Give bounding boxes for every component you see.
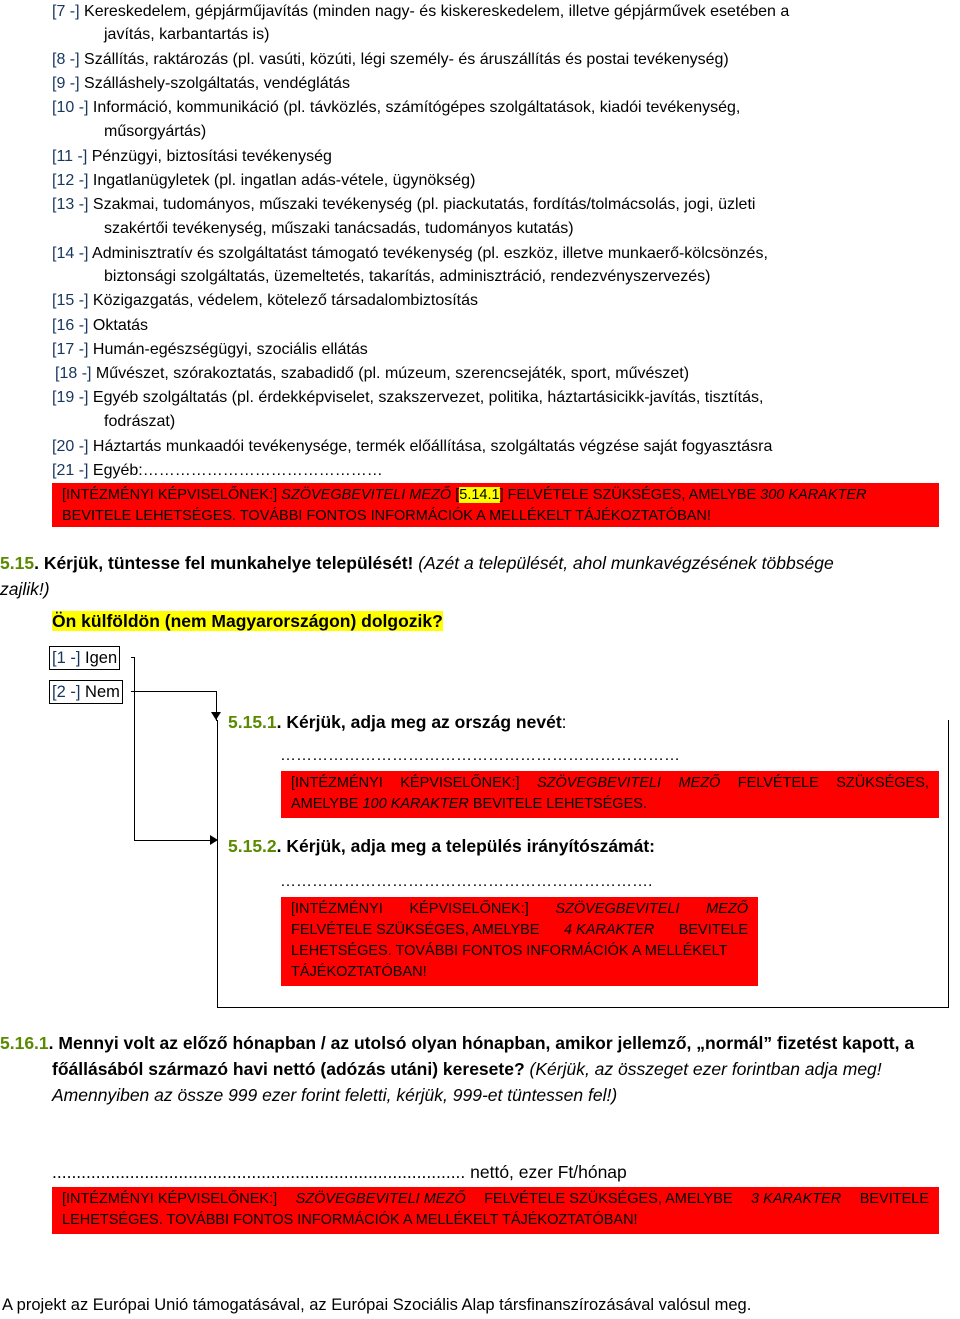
option-13[interactable] bbox=[52, 194, 755, 216]
option-code: [16 -] bbox=[52, 317, 89, 334]
instruction-text: [INTÉZMÉNYI KÉPVISELŐNEK:] bbox=[62, 487, 278, 503]
option-text: Szakmai, tudományos, műszaki tevékenység (pl. piackutatás, fordítás/tolmácsolás, jogi, üzleti bbox=[92, 196, 756, 213]
instruction-line bbox=[291, 773, 929, 794]
instruction-word: [INTÉZMÉNYI bbox=[291, 901, 383, 917]
instruction-word: SZÖVEGBEVITELI bbox=[555, 901, 680, 917]
option-14[interactable] bbox=[52, 243, 768, 265]
option-code: [11 -] bbox=[52, 148, 88, 165]
connector-segment bbox=[134, 840, 214, 841]
instruction-word: MEZŐ bbox=[706, 901, 748, 917]
question-ref: 5.14.1 bbox=[459, 487, 500, 503]
option-code: [19 -] bbox=[52, 389, 89, 406]
question-title: Kérjük, tüntesse fel munkahelye települését! bbox=[43, 553, 414, 573]
instruction-char-limit: 100 KARAKTER bbox=[362, 796, 469, 812]
question-colon: : bbox=[561, 712, 567, 732]
question-title-cont: főállásából származó havi nettó (adózás utáni) keresete? bbox=[52, 1059, 525, 1079]
instruction-text: BEVITELE bbox=[678, 922, 748, 938]
option-igen[interactable] bbox=[49, 646, 120, 670]
sub-question-text: Ön külföldön (nem Magyarországon) dolgozik? bbox=[52, 611, 443, 631]
option-text: Ingatlanügyletek (pl. ingatlan adás-vétele, ügynökség) bbox=[92, 172, 476, 189]
question-hint: (Azét a települését, ahol munkavégzésének többsége bbox=[418, 553, 834, 573]
option-code: [18 -] bbox=[55, 365, 92, 382]
question-number-dot: . bbox=[276, 712, 282, 732]
option-8[interactable] bbox=[52, 49, 729, 71]
answer-line[interactable]: ………………………………………………………………… bbox=[280, 747, 680, 764]
option-code: [21 -] bbox=[52, 462, 89, 479]
question-number: 5.15.1 bbox=[228, 712, 277, 732]
option-7[interactable] bbox=[52, 1, 918, 23]
connector-segment bbox=[131, 691, 217, 692]
option-10[interactable] bbox=[52, 97, 740, 119]
option-text: Pénzügyi, biztosítási tevékenység bbox=[91, 148, 332, 165]
question-5-16-1 bbox=[0, 1030, 960, 1108]
option-label: Igen bbox=[85, 649, 118, 667]
instruction-field-type: SZÖVEGBEVITELI MEZŐ bbox=[295, 1191, 466, 1207]
answer-line[interactable]: ……………………………………………………………. bbox=[280, 873, 653, 890]
instruction-line: LEHETSÉGES. TOVÁBBI FONTOS INFORMÁCIÓK A MELLÉKELT TÁJÉKOZTATÓBAN! bbox=[62, 1212, 638, 1228]
answer-line-salary[interactable]: ..................................................................................... nettó, ezer Ft/hónap bbox=[52, 1162, 627, 1182]
option-code: [12 -] bbox=[52, 172, 89, 189]
instruction-line: TÁJÉKOZTATÓBAN! bbox=[291, 964, 427, 980]
question-5-15 bbox=[0, 550, 960, 602]
option-text: Kereskedelem, gépjárműjavítás (minden nagy- és kiskereskedelem, illetve gépjárművek esetében a bbox=[84, 3, 790, 20]
instruction-text: BEVITELE bbox=[859, 1191, 929, 1207]
option-code: [17 -] bbox=[52, 341, 89, 358]
option-text: Művészet, szórakoztatás, szabadidő (pl. múzeum, szerencsejáték, sport, művészet) bbox=[95, 365, 690, 382]
footer-text: A projekt az Európai Unió támogatásával, az Európai Szociális Alap társfinanszírozásával valósul meg. bbox=[2, 1296, 752, 1314]
question-number-dot: . bbox=[48, 1033, 54, 1053]
option-code: [15 -] bbox=[52, 292, 89, 309]
option-code: [10 -] bbox=[52, 99, 89, 116]
option-nem[interactable] bbox=[49, 680, 123, 704]
question-number-dot: . bbox=[34, 553, 39, 573]
instruction-line bbox=[291, 794, 929, 815]
instruction-text: BEVITELE LEHETSÉGES. bbox=[472, 796, 647, 812]
instruction-word: [INTÉZMÉNYI bbox=[291, 775, 383, 791]
connector-segment bbox=[134, 657, 135, 840]
option-text: Egyéb:……………………………………… bbox=[92, 462, 383, 479]
sub-question bbox=[52, 608, 443, 634]
option-21[interactable] bbox=[52, 460, 383, 482]
instruction-word: MEZŐ bbox=[678, 775, 721, 791]
instruction-word: KÉPVISELŐNEK:] bbox=[409, 901, 529, 917]
option-11[interactable] bbox=[52, 146, 332, 168]
option-13-cont: szakértői tevékenység, műszaki tanácsadás, tudományos kutatás) bbox=[104, 220, 574, 237]
option-19[interactable] bbox=[52, 387, 763, 409]
instruction-text: AMELYBE bbox=[291, 796, 359, 812]
option-text: Humán-egészségügyi, szociális ellátás bbox=[92, 341, 368, 358]
instruction-word: SZÜKSÉGES, bbox=[836, 775, 929, 791]
option-16[interactable] bbox=[52, 315, 148, 337]
option-code: [13 -] bbox=[52, 196, 89, 213]
instruction-line bbox=[62, 485, 929, 506]
option-code: [9 -] bbox=[52, 75, 80, 92]
question-number-dot: . bbox=[276, 836, 282, 856]
instruction-line bbox=[62, 1189, 929, 1210]
option-text: Szálláshely-szolgáltatás, vendéglátás bbox=[84, 75, 350, 92]
option-17[interactable] bbox=[52, 339, 368, 361]
question-number: 5.16.1 bbox=[0, 1033, 49, 1053]
option-18[interactable] bbox=[55, 363, 689, 385]
option-code: [8 -] bbox=[52, 51, 80, 68]
question-hint-cont: Amennyiben az össze 999 ezer forint feletti, kérjük, 999-et tüntessen fel!) bbox=[52, 1085, 618, 1105]
option-10-cont: műsorgyártás) bbox=[104, 123, 207, 140]
question-title: Kérjük, adja meg a település irányítószámát: bbox=[286, 836, 656, 856]
instruction-char-limit: 3 KARAKTER bbox=[750, 1191, 842, 1207]
instruction-line: BEVITELE LEHETSÉGES. TOVÁBBI FONTOS INFORMÁCIÓK A MELLÉKELT TÁJÉKOZTATÓBAN! bbox=[62, 508, 711, 524]
option-text: Háztartás munkaadói tevékenysége, termék előállítása, szolgáltatás végzése saját fogyasztásra bbox=[92, 438, 773, 455]
option-9[interactable] bbox=[52, 73, 350, 95]
option-text: Szállítás, raktározás (pl. vasúti, közúti, légi személy- és áruszállítás és postai tevékenység) bbox=[84, 51, 729, 68]
bracket-open: [ bbox=[455, 487, 460, 503]
instruction-text: FELVÉTELE SZÜKSÉGES, AMELYBE bbox=[507, 487, 757, 503]
option-text: Adminisztratív és szolgáltatást támogató tevékenység (pl. eszköz, illetve munkaerő-kölcsönzés, bbox=[92, 245, 768, 262]
option-label: Nem bbox=[85, 683, 120, 701]
instruction-text: FELVÉTELE SZÜKSÉGES, AMELYBE bbox=[291, 922, 540, 938]
instruction-word: FELVÉTELE bbox=[737, 775, 819, 791]
instruction-box-5-15-1 bbox=[281, 771, 939, 818]
instruction-word: SZÖVEGBEVITELI bbox=[536, 775, 662, 791]
option-text: Oktatás bbox=[92, 317, 149, 334]
option-code: [1 -] bbox=[52, 649, 81, 667]
instruction-char-limit: 300 KARAKTER bbox=[760, 487, 867, 503]
arrow-head-icon bbox=[211, 712, 221, 720]
instruction-field-type: SZÖVEGBEVITELI MEZŐ bbox=[281, 487, 452, 503]
option-7-cont: javítás, karbantartás is) bbox=[104, 26, 270, 43]
instruction-line bbox=[291, 920, 748, 941]
instruction-char-limit: 4 KARAKTER bbox=[563, 922, 655, 938]
option-19-cont: fodrászat) bbox=[104, 413, 176, 430]
instruction-box-5-14-1 bbox=[52, 483, 939, 527]
question-hint-cont: zajlik!) bbox=[0, 579, 50, 599]
option-text: Információ, kommunikáció (pl. távközlés, számítógépes szolgáltatások, kiadói tevékenység, bbox=[92, 99, 741, 116]
instruction-text: FELVÉTELE SZÜKSÉGES, AMELYBE bbox=[484, 1191, 733, 1207]
question-5-15-1 bbox=[228, 709, 567, 735]
option-code: [2 -] bbox=[52, 683, 81, 701]
question-5-15-2 bbox=[228, 833, 655, 859]
option-code: [14 -] bbox=[52, 245, 89, 262]
instruction-text: [INTÉZMÉNYI KÉPVISELŐNEK:] bbox=[62, 1191, 278, 1207]
instruction-line bbox=[291, 899, 748, 920]
option-15[interactable] bbox=[52, 290, 478, 312]
instruction-box-5-15-2 bbox=[281, 897, 758, 986]
option-code: [7 -] bbox=[52, 3, 80, 20]
option-14-cont: biztonsági szolgáltatás, üzemeltetés, takarítás, adminisztráció, rendezvényszervezés) bbox=[104, 268, 711, 285]
bracket-close: ] bbox=[499, 487, 504, 503]
option-20[interactable] bbox=[52, 436, 772, 458]
option-text: Közigazgatás, védelem, kötelező társadalombiztosítás bbox=[92, 292, 479, 309]
instruction-line: LEHETSÉGES. TOVÁBBI FONTOS INFORMÁCIÓK A MELLÉKELT bbox=[291, 943, 728, 959]
option-text: Egyéb szolgáltatás (pl. érdekképviselet, szakszervezet, politika, háztartásicikk-javítás, tisztítás, bbox=[92, 389, 764, 406]
instruction-box-5-16-1 bbox=[52, 1187, 939, 1234]
option-code: [20 -] bbox=[52, 438, 89, 455]
question-hint: (Kérjük, az összeget ezer forintban adja meg! bbox=[529, 1059, 882, 1079]
question-title: Mennyi volt az előző hónapban / az utolsó olyan hónapban, amikor jellemző, „normál” fizetést kapott, a bbox=[58, 1033, 915, 1053]
question-number: 5.15 bbox=[0, 553, 35, 573]
instruction-word: KÉPVISELŐNEK:] bbox=[400, 775, 520, 791]
question-title: Kérjük, adja meg az ország nevét bbox=[286, 712, 562, 732]
question-number: 5.15.2 bbox=[228, 836, 277, 856]
option-12[interactable] bbox=[52, 170, 475, 192]
